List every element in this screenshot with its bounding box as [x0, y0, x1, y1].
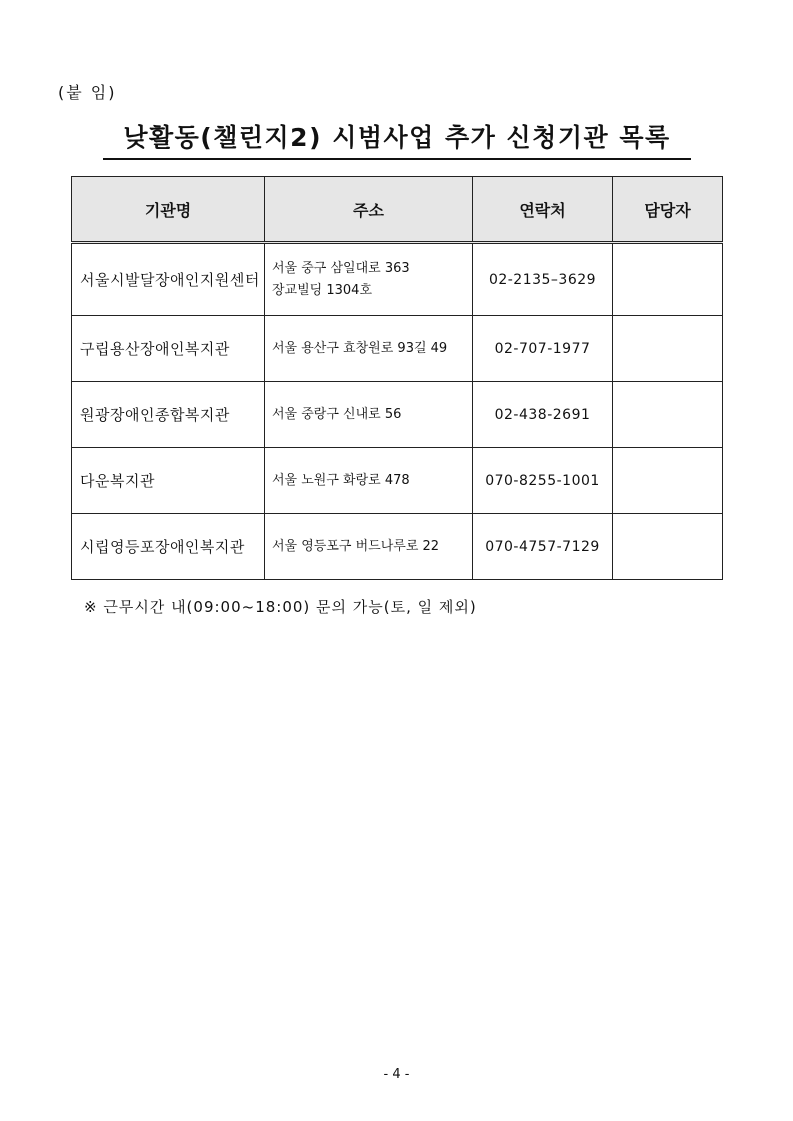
header-contact: 담당자	[613, 177, 723, 243]
institution-address: 서울 중랑구 신내로 56	[265, 382, 473, 448]
institution-contact	[613, 448, 723, 514]
header-phone: 연락처	[473, 177, 613, 243]
table-row	[72, 448, 723, 514]
table-row	[72, 316, 723, 382]
institution-address: 서울 용산구 효창원로 93길 49	[265, 316, 473, 382]
institution-phone: 070-8255-1001	[473, 448, 613, 514]
institution-name: 구립용산장애인복지관	[72, 316, 265, 382]
institution-contact	[613, 514, 723, 580]
institution-contact	[613, 382, 723, 448]
institution-name: 시립영등포장애인복지관	[72, 514, 265, 580]
institution-address	[265, 243, 473, 316]
address-line-2: 장교빌딩 1304호	[272, 282, 373, 298]
institution-table	[71, 176, 723, 580]
institution-name: 원광장애인종합복지관	[72, 382, 265, 448]
table-row	[72, 514, 723, 580]
institution-name: 서울시발달장애인지원센터	[72, 243, 265, 316]
table-header-row	[72, 177, 723, 243]
address-line-1: 서울 중구 삼일대로 363	[272, 260, 410, 276]
page-title: 낮활동(챌린지2) 시범사업 추가 신청기관 목록	[103, 118, 691, 160]
institution-phone: 02-438-2691	[473, 382, 613, 448]
institution-name: 다운복지관	[72, 448, 265, 514]
header-address: 주소	[265, 177, 473, 243]
page-number: - 4 -	[383, 1067, 410, 1082]
header-name: 기관명	[72, 177, 265, 243]
institution-contact	[613, 316, 723, 382]
institution-phone: 070-4757-7129	[473, 514, 613, 580]
business-hours-note: ※ 근무시간 내(09:00~18:00) 문의 가능(토, 일 제외)	[84, 598, 477, 616]
table-row	[72, 243, 723, 316]
institution-address: 서울 노원구 화랑로 478	[265, 448, 473, 514]
institution-phone: 02-707-1977	[473, 316, 613, 382]
institution-phone: 02-2135–3629	[473, 243, 613, 316]
attachment-label: (붙 임)	[58, 83, 117, 102]
table-row	[72, 382, 723, 448]
institution-contact	[613, 243, 723, 316]
institution-address: 서울 영등포구 버드나루로 22	[265, 514, 473, 580]
